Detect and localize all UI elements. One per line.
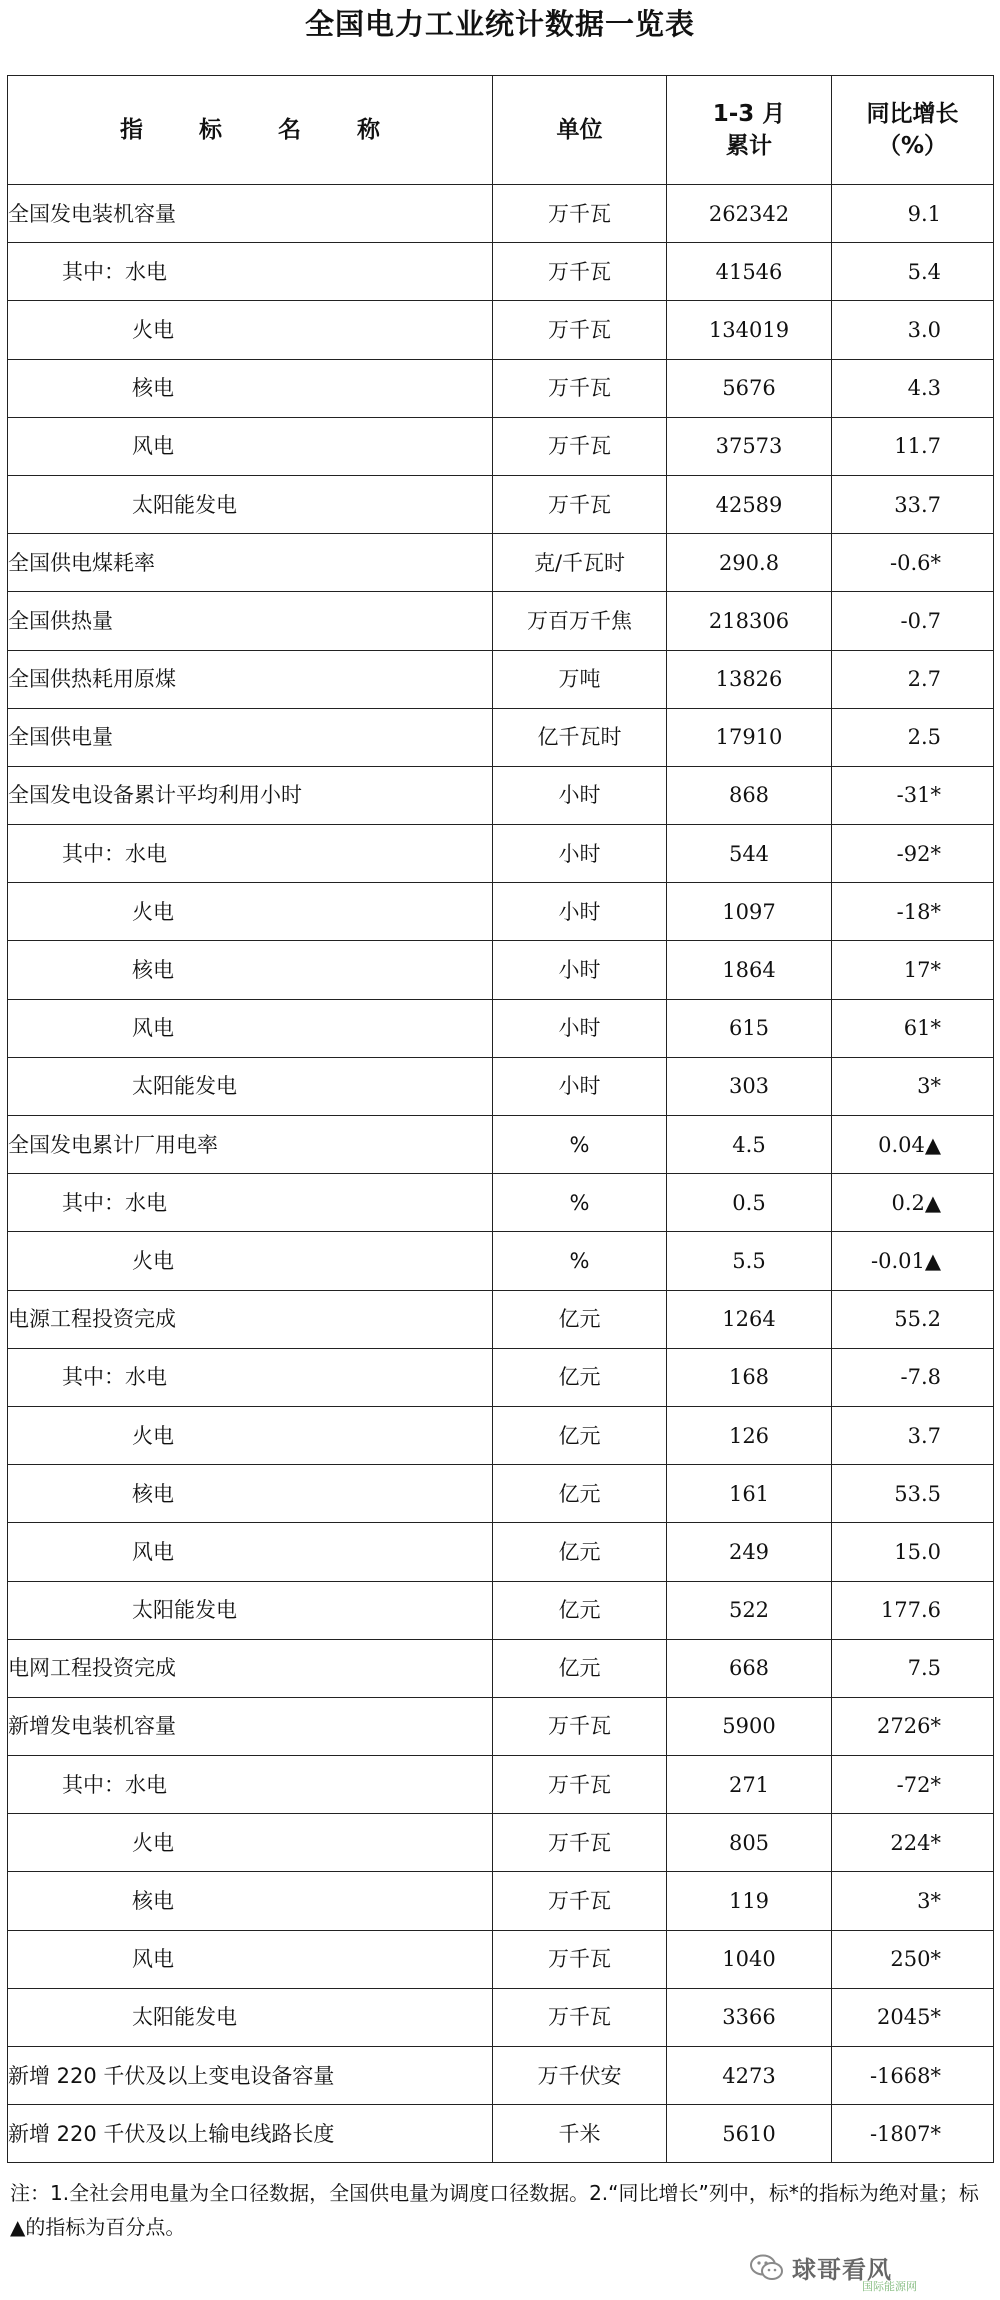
row-name-cell: 全国供电煤耗率 <box>8 534 493 592</box>
row-value-cell: 1264 <box>667 1290 832 1348</box>
row-unit-cell: 亿元 <box>493 1406 667 1464</box>
table-row <box>8 2047 994 2105</box>
row-growth-cell: 2.5 <box>832 708 994 766</box>
row-name-cell: 核电 <box>8 941 493 999</box>
row-growth-cell: -72* <box>832 1756 994 1814</box>
row-unit-cell: % <box>493 1174 667 1232</box>
table-row <box>8 1697 994 1755</box>
row-value-cell: 668 <box>667 1639 832 1697</box>
row-unit-cell: 小时 <box>493 825 667 883</box>
row-unit-cell: 千米 <box>493 2105 667 2163</box>
row-name-cell: 全国发电设备累计平均利用小时 <box>8 766 493 824</box>
row-growth-cell: 7.5 <box>832 1639 994 1697</box>
row-value-cell: 615 <box>667 999 832 1057</box>
row-unit-cell: 亿元 <box>493 1465 667 1523</box>
row-value-cell: 119 <box>667 1872 832 1930</box>
row-growth-cell: 33.7 <box>832 475 994 533</box>
row-unit-cell: % <box>493 1116 667 1174</box>
row-unit-cell: 万千瓦 <box>493 1814 667 1872</box>
row-unit-cell: 亿元 <box>493 1581 667 1639</box>
row-name-cell: 核电 <box>8 1465 493 1523</box>
header-indicator-name: 指 标 名 称 <box>8 76 493 185</box>
table-row <box>8 359 994 417</box>
row-name-cell: 全国供热量 <box>8 592 493 650</box>
header-cumulative-line2: 累计 <box>726 133 772 159</box>
row-growth-cell: 4.3 <box>832 359 994 417</box>
row-name-cell: 核电 <box>8 359 493 417</box>
watermark <box>750 2248 970 2296</box>
row-unit-cell: 万千瓦 <box>493 1872 667 1930</box>
row-growth-cell: 2726* <box>832 1697 994 1755</box>
table-row <box>8 1057 994 1115</box>
table-row <box>8 1814 994 1872</box>
table-row <box>8 766 994 824</box>
row-unit-cell: 万千瓦 <box>493 359 667 417</box>
header-unit: 单位 <box>493 76 667 185</box>
row-value-cell: 522 <box>667 1581 832 1639</box>
row-name-cell: 火电 <box>8 301 493 359</box>
row-unit-cell: 小时 <box>493 1057 667 1115</box>
row-name-cell: 太阳能发电 <box>8 1988 493 2046</box>
row-value-cell: 17910 <box>667 708 832 766</box>
header-growth-line1: 同比增长 <box>866 101 959 127</box>
row-value-cell: 4273 <box>667 2047 832 2105</box>
row-value-cell: 1097 <box>667 883 832 941</box>
row-growth-cell: 0.2▲ <box>832 1174 994 1232</box>
watermark-text: 球哥看风 <box>792 2256 892 2284</box>
row-value-cell: 134019 <box>667 301 832 359</box>
row-name-cell: 核电 <box>8 1872 493 1930</box>
table-row <box>8 650 994 708</box>
table-row <box>8 243 994 301</box>
row-name-cell: 全国供热耗用原煤 <box>8 650 493 708</box>
row-unit-cell: 万千瓦 <box>493 301 667 359</box>
row-value-cell: 0.5 <box>667 1174 832 1232</box>
row-name-cell: 其中：水电 <box>8 1174 493 1232</box>
row-growth-cell: 3.7 <box>832 1406 994 1464</box>
row-value-cell: 37573 <box>667 417 832 475</box>
table-row <box>8 1174 994 1232</box>
watermark-subtext: 国际能源网 <box>862 2280 917 2293</box>
row-unit-cell: 万千瓦 <box>493 1930 667 1988</box>
row-unit-cell: 小时 <box>493 766 667 824</box>
row-value-cell: 290.8 <box>667 534 832 592</box>
table-row <box>8 1581 994 1639</box>
table-row <box>8 534 994 592</box>
row-value-cell: 5.5 <box>667 1232 832 1290</box>
row-name-cell: 新增 220 千伏及以上输电线路长度 <box>8 2105 493 2163</box>
row-value-cell: 544 <box>667 825 832 883</box>
row-unit-cell: 亿元 <box>493 1639 667 1697</box>
row-growth-cell: 53.5 <box>832 1465 994 1523</box>
row-name-cell: 风电 <box>8 1930 493 1988</box>
row-value-cell: 168 <box>667 1348 832 1406</box>
row-growth-cell: -0.7 <box>832 592 994 650</box>
table-row <box>8 1872 994 1930</box>
row-growth-cell: 224* <box>832 1814 994 1872</box>
row-value-cell: 868 <box>667 766 832 824</box>
row-name-cell: 太阳能发电 <box>8 475 493 533</box>
row-value-cell: 161 <box>667 1465 832 1523</box>
page-title: 全国电力工业统计数据一览表 <box>304 7 695 41</box>
row-unit-cell: 万千瓦 <box>493 1988 667 2046</box>
row-growth-cell: -7.8 <box>832 1348 994 1406</box>
table-row <box>8 825 994 883</box>
table-row <box>8 1406 994 1464</box>
row-value-cell: 5676 <box>667 359 832 417</box>
row-name-cell: 其中：水电 <box>8 1348 493 1406</box>
row-name-cell: 风电 <box>8 999 493 1057</box>
row-growth-cell: -0.6* <box>832 534 994 592</box>
header-growth-line2: （%） <box>877 133 948 159</box>
table-row <box>8 185 994 243</box>
row-unit-cell: 万百万千焦 <box>493 592 667 650</box>
row-unit-cell: 万千瓦 <box>493 1756 667 1814</box>
table-row <box>8 1465 994 1523</box>
row-growth-cell: 9.1 <box>832 185 994 243</box>
row-value-cell: 1040 <box>667 1930 832 1988</box>
row-growth-cell: 17* <box>832 941 994 999</box>
table-row <box>8 1116 994 1174</box>
statistics-table <box>7 75 994 2163</box>
table-row <box>8 1348 994 1406</box>
row-name-cell: 电网工程投资完成 <box>8 1639 493 1697</box>
row-growth-cell: 61* <box>832 999 994 1057</box>
row-unit-cell: % <box>493 1232 667 1290</box>
row-name-cell: 其中：水电 <box>8 825 493 883</box>
row-value-cell: 126 <box>667 1406 832 1464</box>
row-value-cell: 5900 <box>667 1697 832 1755</box>
row-growth-cell: -1807* <box>832 2105 994 2163</box>
row-value-cell: 249 <box>667 1523 832 1581</box>
row-growth-cell: -31* <box>832 766 994 824</box>
header-cumulative-line1: 1-3 月 <box>712 101 786 127</box>
row-name-cell: 新增发电装机容量 <box>8 1697 493 1755</box>
table-body <box>8 185 994 2163</box>
row-name-cell: 火电 <box>8 883 493 941</box>
row-growth-cell: 3.0 <box>832 301 994 359</box>
wechat-icon <box>750 2254 784 2282</box>
table-row <box>8 999 994 1057</box>
row-value-cell: 271 <box>667 1756 832 1814</box>
row-unit-cell: 万吨 <box>493 650 667 708</box>
row-value-cell: 303 <box>667 1057 832 1115</box>
row-unit-cell: 小时 <box>493 999 667 1057</box>
row-unit-cell: 万千瓦 <box>493 243 667 301</box>
row-unit-cell: 万千伏安 <box>493 2047 667 2105</box>
footnote: 注：1.全社会用电量为全口径数据，全国供电量为调度口径数据。2.“同比增长”列中，标*的指标为绝对量；标▲的指标为百分点。 <box>10 2181 979 2239</box>
row-growth-cell: 2045* <box>832 1988 994 2046</box>
row-growth-cell: 0.04▲ <box>832 1116 994 1174</box>
row-growth-cell: 11.7 <box>832 417 994 475</box>
row-growth-cell: -0.01▲ <box>832 1232 994 1290</box>
row-unit-cell: 克/千瓦时 <box>493 534 667 592</box>
row-unit-cell: 万千瓦 <box>493 475 667 533</box>
row-value-cell: 4.5 <box>667 1116 832 1174</box>
row-growth-cell: 2.7 <box>832 650 994 708</box>
row-unit-cell: 万千瓦 <box>493 185 667 243</box>
row-unit-cell: 亿千瓦时 <box>493 708 667 766</box>
table-row <box>8 1930 994 1988</box>
row-growth-cell: 15.0 <box>832 1523 994 1581</box>
table-row <box>8 417 994 475</box>
row-growth-cell: 177.6 <box>832 1581 994 1639</box>
row-value-cell: 218306 <box>667 592 832 650</box>
row-growth-cell: -1668* <box>832 2047 994 2105</box>
row-name-cell: 全国发电累计厂用电率 <box>8 1116 493 1174</box>
row-growth-cell: 3* <box>832 1057 994 1115</box>
row-unit-cell: 亿元 <box>493 1523 667 1581</box>
table-row <box>8 475 994 533</box>
row-unit-cell: 小时 <box>493 883 667 941</box>
table-row <box>8 301 994 359</box>
row-value-cell: 805 <box>667 1814 832 1872</box>
row-growth-cell: 3* <box>832 1872 994 1930</box>
row-growth-cell: 55.2 <box>832 1290 994 1348</box>
row-value-cell: 3366 <box>667 1988 832 2046</box>
row-growth-cell: -18* <box>832 883 994 941</box>
header-growth <box>832 76 994 185</box>
row-growth-cell: 5.4 <box>832 243 994 301</box>
row-name-cell: 太阳能发电 <box>8 1581 493 1639</box>
table-row <box>8 592 994 650</box>
table-row <box>8 1756 994 1814</box>
row-value-cell: 41546 <box>667 243 832 301</box>
header-cumulative <box>667 76 832 185</box>
row-name-cell: 其中：水电 <box>8 1756 493 1814</box>
row-name-cell: 太阳能发电 <box>8 1057 493 1115</box>
table-row <box>8 1988 994 2046</box>
table-row <box>8 1639 994 1697</box>
row-growth-cell: -92* <box>832 825 994 883</box>
row-name-cell: 火电 <box>8 1232 493 1290</box>
row-name-cell: 电源工程投资完成 <box>8 1290 493 1348</box>
table-row <box>8 883 994 941</box>
table-row <box>8 2105 994 2163</box>
row-unit-cell: 亿元 <box>493 1348 667 1406</box>
row-unit-cell: 万千瓦 <box>493 417 667 475</box>
row-unit-cell: 万千瓦 <box>493 1697 667 1755</box>
row-value-cell: 42589 <box>667 475 832 533</box>
table-row <box>8 941 994 999</box>
row-name-cell: 其中：水电 <box>8 243 493 301</box>
row-name-cell: 风电 <box>8 417 493 475</box>
row-name-cell: 火电 <box>8 1814 493 1872</box>
table-row <box>8 1232 994 1290</box>
table-row <box>8 1523 994 1581</box>
row-value-cell: 1864 <box>667 941 832 999</box>
row-value-cell: 5610 <box>667 2105 832 2163</box>
row-name-cell: 新增 220 千伏及以上变电设备容量 <box>8 2047 493 2105</box>
row-growth-cell: 250* <box>832 1930 994 1988</box>
row-value-cell: 262342 <box>667 185 832 243</box>
row-unit-cell: 小时 <box>493 941 667 999</box>
row-value-cell: 13826 <box>667 650 832 708</box>
row-name-cell: 全国发电装机容量 <box>8 185 493 243</box>
row-name-cell: 全国供电量 <box>8 708 493 766</box>
table-row <box>8 1290 994 1348</box>
row-name-cell: 火电 <box>8 1406 493 1464</box>
table-row <box>8 708 994 766</box>
row-name-cell: 风电 <box>8 1523 493 1581</box>
table-header-row <box>8 76 994 185</box>
row-unit-cell: 亿元 <box>493 1290 667 1348</box>
